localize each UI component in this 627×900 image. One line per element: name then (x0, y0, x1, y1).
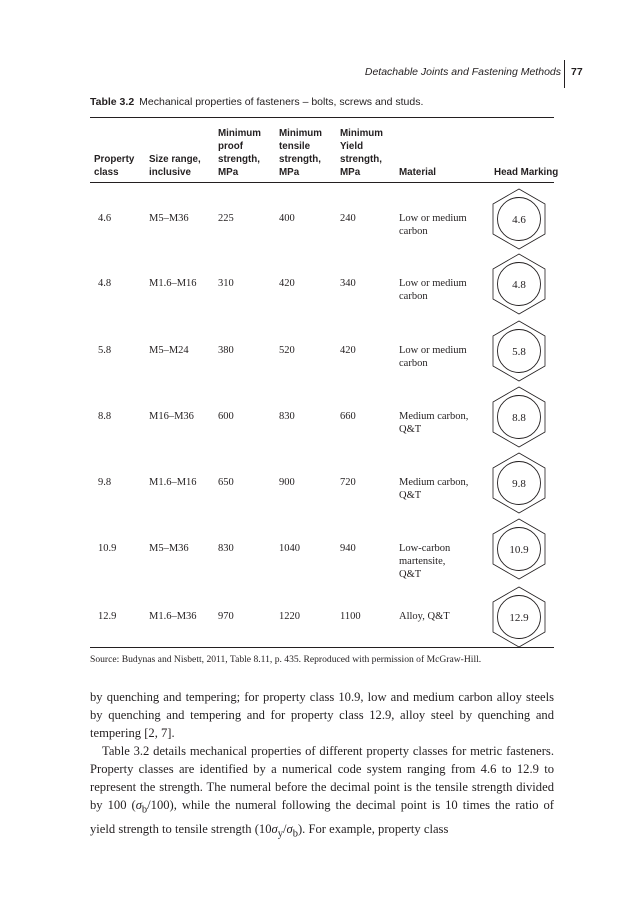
running-head (0, 60, 627, 90)
table-caption-text: Mechanical properties of fasteners – bolts, screws and studs. (139, 96, 424, 108)
cell-material: Low-carbon martensite, Q&T (399, 543, 451, 580)
cell-tensile-strength: 1040 (279, 543, 300, 554)
cell-proof-strength: 970 (218, 611, 234, 622)
cell-property-class: 5.8 (98, 345, 112, 356)
cell-proof-strength: 380 (218, 345, 234, 356)
cell-tensile-strength: 900 (279, 477, 295, 488)
head-marking-label: 5.8 (512, 346, 526, 358)
cell-yield-strength: 720 (340, 477, 356, 488)
cell-material: Medium carbon, Q&T (399, 477, 469, 501)
running-head-title: Detachable Joints and Fastening Methods (364, 66, 561, 78)
head-marking-hexagon (491, 188, 547, 250)
cell-proof-strength: 600 (218, 411, 234, 422)
cell-property-class: 10.9 (98, 543, 117, 554)
page-number: 77 (571, 66, 583, 78)
cell-size-range: M1.6–M16 (149, 477, 197, 488)
header-proof-strength: Minimum proof strength, MPa (218, 128, 261, 178)
cell-proof-strength: 650 (218, 477, 234, 488)
header-property-class: Property class (94, 154, 135, 178)
header-material: Material (399, 167, 437, 178)
cell-size-range: M1.6–M16 (149, 278, 197, 289)
head-marking-label: 10.9 (509, 544, 529, 556)
table-label: Table 3.2 (90, 96, 135, 108)
cell-property-class: 4.6 (98, 213, 112, 224)
cell-proof-strength: 830 (218, 543, 234, 554)
cell-material: Low or medium carbon (399, 213, 467, 237)
body-text (90, 688, 554, 843)
head-marking-hexagon (491, 586, 547, 648)
cell-property-class: 8.8 (98, 411, 112, 422)
cell-proof-strength: 310 (218, 278, 234, 289)
cell-tensile-strength: 400 (279, 213, 295, 224)
head-marking-label: 4.6 (512, 214, 526, 226)
cell-yield-strength: 340 (340, 278, 356, 289)
cell-tensile-strength: 830 (279, 411, 295, 422)
head-marking-label: 9.8 (512, 478, 526, 490)
cell-property-class: 12.9 (98, 611, 117, 622)
head-marking-label: 4.8 (512, 279, 526, 291)
paragraph-2: Table 3.2 details mechanical properties of different property classes for metric fasteners. Property classes are identified by a numerical code system ranging from 4.6 to 12.9 to represent the strength. The numeral before the decimal point is the tensile strength divided by 100 $(\sigma_b/100)$, while the numeral following the decimal point is 10 times the ratio of yield strength to tensile strength $(10\sigma_y/\sigma_b)$. For example, property class (90, 744, 554, 840)
head-marking-hexagon (491, 320, 547, 382)
cell-material: Alloy, Q&T (399, 611, 450, 622)
head-marking-label: 12.9 (509, 612, 529, 624)
cell-material: Medium carbon, Q&T (399, 411, 469, 435)
header-yield-strength: Minimum Yield strength, MPa (340, 128, 383, 178)
cell-tensile-strength: 520 (279, 345, 295, 356)
head-marking-hexagon (491, 386, 547, 448)
running-head-divider (564, 60, 565, 88)
cell-size-range: M16–M36 (149, 411, 194, 422)
table-bottom-rule (90, 647, 554, 648)
cell-size-range: M1.6–M36 (149, 611, 197, 622)
table-caption (90, 96, 423, 108)
head-marking-hexagon (491, 518, 547, 580)
table-header-rule (90, 182, 554, 183)
header-tensile-strength: Minimum tensile strength, MPa (279, 128, 322, 178)
cell-size-range: M5–M24 (149, 345, 189, 356)
head-marking-label: 8.8 (512, 412, 526, 424)
cell-property-class: 4.8 (98, 278, 112, 289)
table-source-note: Source: Budynas and Nisbett, 2011, Table 8.11, p. 435. Reproduced with permission of McGraw-Hill. (90, 654, 482, 665)
head-marking-hexagon (491, 452, 547, 514)
cell-yield-strength: 1100 (340, 611, 361, 622)
cell-yield-strength: 660 (340, 411, 356, 422)
cell-tensile-strength: 420 (279, 278, 295, 289)
head-marking-hexagon (491, 253, 547, 315)
header-head-marking: Head Marking (494, 167, 559, 178)
cell-tensile-strength: 1220 (279, 611, 300, 622)
cell-yield-strength: 240 (340, 213, 356, 224)
cell-yield-strength: 940 (340, 543, 356, 554)
paragraph-1: by quenching and tempering; for property class 10.9, low and medium carbon alloy steels by quenching and tempering and for property class 12.9, alloy steel by quenching and tempering [2, 7]. (90, 690, 554, 740)
cell-size-range: M5–M36 (149, 213, 189, 224)
cell-material: Low or medium carbon (399, 278, 467, 302)
cell-proof-strength: 225 (218, 213, 234, 224)
table-top-rule (90, 117, 554, 118)
cell-yield-strength: 420 (340, 345, 356, 356)
cell-property-class: 9.8 (98, 477, 112, 488)
header-size-range: Size range, inclusive (149, 154, 201, 178)
cell-size-range: M5–M36 (149, 543, 189, 554)
cell-material: Low or medium carbon (399, 345, 467, 369)
